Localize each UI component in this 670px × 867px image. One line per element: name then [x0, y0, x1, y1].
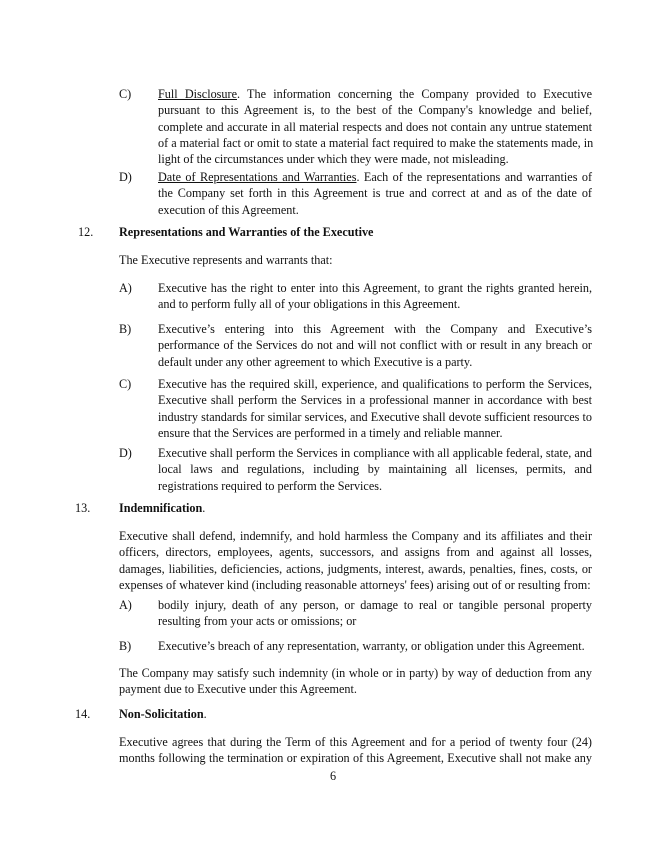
section-number: 12. — [78, 225, 94, 239]
text-line: expenses of whatever kind (including reasonable attorneys' fees) arising out of or resulting from: — [119, 577, 591, 592]
text-line: . The information concerning the Company provided to Executive — [236, 87, 592, 101]
list-marker: C) — [119, 87, 132, 101]
text-line: damages, liabilities, deficiencies, actions, judgments, interest, awards, penalties, fines, costs, or — [119, 561, 592, 576]
text-line: complete and accurate in all material respects and does not contain any untrue statement — [158, 119, 592, 134]
section-13-intro — [119, 528, 592, 593]
section-14-body — [119, 734, 592, 767]
list-marker: A) — [119, 598, 132, 612]
list-marker: A) — [119, 281, 132, 295]
list-marker: D) — [119, 446, 132, 460]
text-line: industry standards for similar services, and Executive shall devote sufficient resources to — [158, 409, 592, 424]
text-line: registrations required to perform the Services. — [158, 478, 383, 493]
item-title: Date of Representations and Warranties — [158, 170, 357, 184]
list-marker: B) — [119, 322, 132, 336]
text-line: Executive has the required skill, experience, and qualifications to perform the Services, — [158, 377, 592, 391]
section-13-closing — [119, 665, 592, 698]
section-number: 13. — [75, 501, 91, 515]
page-number: 6 — [330, 769, 337, 783]
section-12-item-d — [158, 445, 592, 494]
text-line: officers, directors, employees, agents, successors, and assigns from and against all losses, — [119, 545, 592, 560]
text-line: ensure that the Services are performed in a timely and reliable manner. — [158, 425, 503, 440]
list-marker: D) — [119, 170, 132, 184]
text-line: execution of this Agreement. — [158, 202, 299, 217]
item-title: Full Disclosure — [158, 87, 237, 101]
text-line: . Each of the representations and warranties of — [356, 170, 592, 184]
text-line: The Company may satisfy such indemnity (in whole or in party) by way of deduction from any — [119, 666, 592, 680]
section-12-item-b — [158, 321, 592, 370]
list-marker: C) — [119, 377, 132, 391]
text-line: of a material fact or omit to state a material fact required to make the statements made, in — [158, 135, 594, 150]
section-heading-wrap — [119, 500, 205, 516]
section-heading-wrap — [119, 706, 207, 722]
text-line: Executive has the right to enter into this Agreement, to grant the rights granted herein, — [158, 281, 592, 295]
section-11-item-c — [158, 86, 592, 167]
text-line: Executive’s entering into this Agreement with the Company and Executive’s — [158, 322, 592, 336]
section-heading: Representations and Warranties of the Executive — [119, 225, 374, 239]
section-heading: Indemnification — [119, 501, 203, 515]
text-line: pursuant to this Agreement is, to the best of the Company's knowledge and belief, — [158, 103, 592, 118]
list-marker: B) — [119, 639, 132, 653]
text-line: Executive agrees that during the Term of this Agreement and for a period of twenty four (24) — [119, 735, 592, 749]
section-12-item-c — [158, 376, 592, 441]
section-13-item-a — [158, 597, 592, 630]
text-line: the Company set forth in this Agreement is true and correct at and as of the date of — [158, 186, 592, 201]
text-line: payment due to Executive under this Agreement. — [119, 682, 357, 697]
heading-period: . — [203, 707, 207, 721]
heading-period: . — [202, 501, 206, 515]
text-line: and to perform fully all of your obligations in this Agreement. — [158, 297, 461, 312]
section-13-item-b: Executive’s breach of any representation, warranty, or obligation under this Agreement. — [158, 639, 585, 653]
text-line: resulting from your acts or omissions; or — [158, 614, 357, 629]
section-12-item-a — [158, 280, 592, 313]
section-heading: Non-Solicitation — [119, 707, 204, 721]
text-line: Executive shall perform the Services in compliance with all applicable federal, state, and — [158, 446, 592, 460]
section-number: 14. — [75, 707, 91, 721]
text-line: bodily injury, death of any person, or damage to real or tangible personal property — [158, 598, 592, 612]
text-line: performance of the Services do not and will not conflict with or result in any breach or — [158, 338, 592, 353]
text-line: light of the circumstances under which they were made, not misleading. — [158, 152, 509, 167]
text-line: local laws and regulations, including by maintaining all licenses, permits, and — [158, 462, 592, 477]
text-line: months following the termination or expiration of this Agreement, Executive shall not make any — [119, 751, 592, 766]
text-line: Executive shall defend, indemnify, and hold harmless the Company and its affiliates and their — [119, 529, 592, 543]
section-intro: The Executive represents and warrants that: — [119, 253, 333, 267]
text-line: default under any other agreement to which Executive is a party. — [158, 354, 473, 369]
text-line: Executive shall perform the Services in a professional manner in accordance with best — [158, 393, 592, 408]
section-11-item-d — [158, 169, 592, 218]
